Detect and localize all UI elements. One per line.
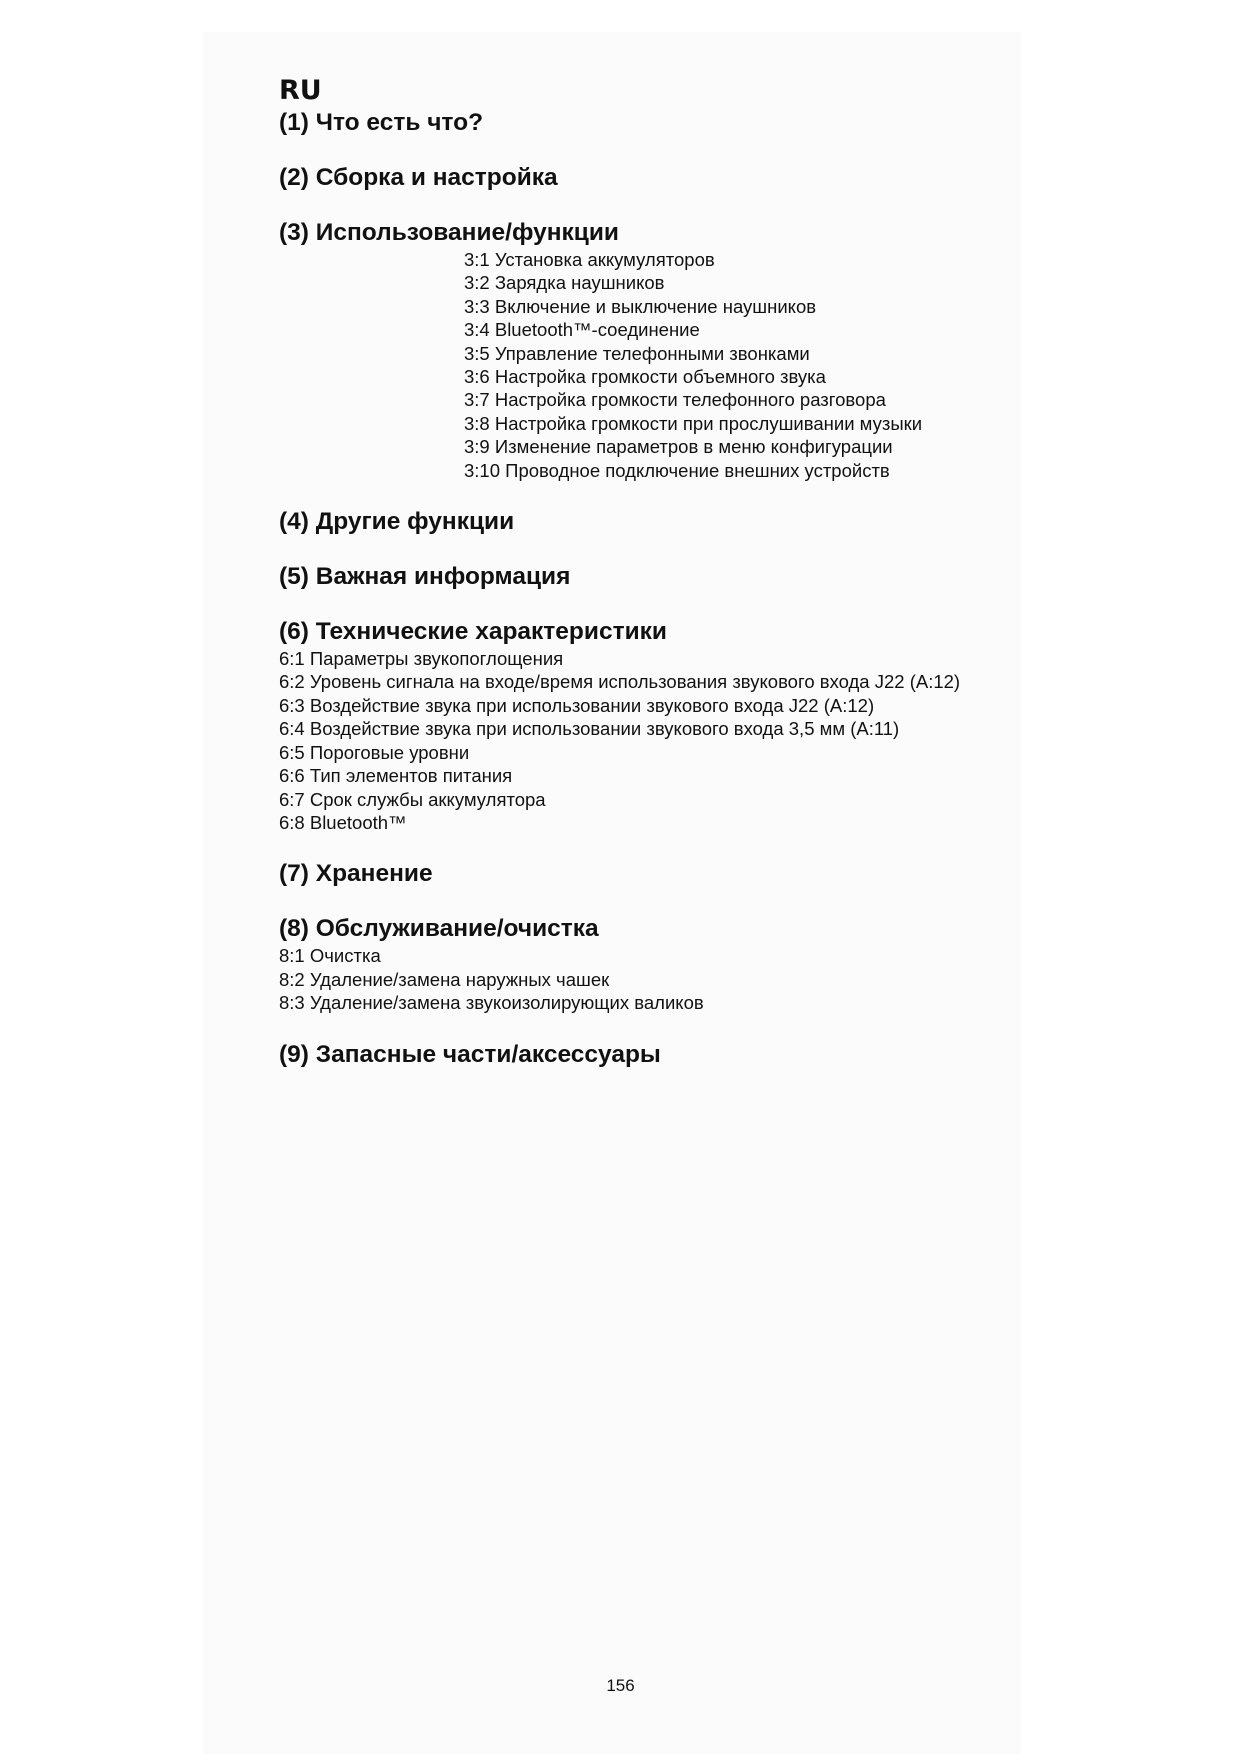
toc-subitems [279,944,999,1014]
toc-subitem: 6:4 Воздействие звука при использовании звукового входа 3,5 мм (A:11) [279,718,900,740]
toc-subitem: 3:3 Включение и выключение наушников [464,295,817,317]
toc-heading: (7) Хранение [279,860,433,888]
toc-section-4 [279,507,999,537]
toc-subitem: 3:8 Настройка громкости при прослушивании музыки [464,412,923,434]
toc-section-1 [279,108,999,138]
toc-subitem: 3:4 Bluetooth™-соединение [464,319,700,341]
toc-section-9 [279,1040,999,1070]
toc-subitem: 6:7 Срок службы аккумулятора [279,788,546,810]
toc-subitem: 8:1 Очистка [279,945,381,967]
toc-heading: (6) Технические характеристики [279,618,667,646]
table-of-contents [279,74,999,1070]
toc-section-3 [279,218,999,482]
toc-subitem: 3:5 Управление телефонными звонками [464,342,810,364]
toc-subitem: 6:2 Уровень сигнала на входе/время использования звукового входа J22 (A:12) [279,671,961,693]
toc-subitem: 3:7 Настройка громкости телефонного разговора [464,389,886,411]
toc-subitem: 8:3 Удаление/замена звукоизолирующих валиков [279,992,704,1014]
toc-subitem: 6:6 Тип элементов питания [279,765,513,787]
toc-heading: (2) Сборка и настройка [279,164,558,191]
toc-heading: (5) Важная информация [279,563,571,591]
toc-heading: (1) Что есть что? [279,109,484,136]
toc-heading: (9) Запасные части/аксессуары [279,1040,661,1068]
toc-subitem: 3:1 Установка аккумуляторов [464,249,715,270]
toc-subitem: 8:2 Удаление/замена наружных чашек [279,968,610,990]
toc-subitem: 3:6 Настройка громкости объемного звука [464,366,826,388]
toc-subitem: 3:2 Зарядка наушников [464,272,665,294]
toc-section-7 [279,859,999,889]
toc-section-6 [279,617,999,834]
toc-subitems [279,248,999,482]
language-code: RU [279,75,322,106]
toc-heading: (4) Другие функции [279,508,515,536]
page-number: 156 [606,1676,635,1695]
toc-subitem: 6:3 Воздействие звука при использовании звукового входа J22 (A:12) [279,694,875,716]
toc-section-8 [279,914,999,1014]
toc-section-2 [279,163,999,193]
toc-section-5 [279,562,999,592]
toc-heading: (8) Обслуживание/очистка [279,915,599,943]
toc-subitem: 6:1 Параметры звукопоглощения [279,648,564,670]
toc-subitem: 6:8 Bluetooth™ [279,811,407,833]
toc-subitem: 6:5 Пороговые уровни [279,741,470,763]
toc-subitems [279,647,999,834]
toc-subitem: 3:9 Изменение параметров в меню конфигурации [464,436,893,458]
toc-subitem: 3:10 Проводное подключение внешних устройств [464,459,890,481]
toc-heading: (3) Использование/функции [279,219,619,246]
